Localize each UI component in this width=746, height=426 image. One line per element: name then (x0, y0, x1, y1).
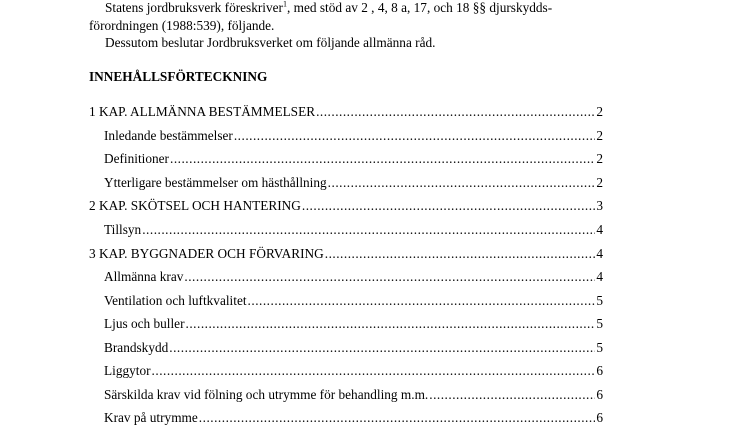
toc-dot-leader (429, 387, 595, 403)
toc-section-entry[interactable] (104, 340, 603, 356)
toc-page-number: 2 (596, 128, 603, 143)
toc-dot-leader (152, 363, 596, 379)
toc-page-number: 6 (596, 363, 603, 378)
toc-dot-leader (302, 198, 595, 214)
toc-page-number: 6 (596, 387, 603, 402)
toc-section-entry[interactable] (104, 175, 603, 191)
toc-chapter-entry[interactable] (89, 198, 603, 214)
toc-page-number: 5 (596, 340, 603, 355)
toc-page-number: 2 (596, 151, 603, 166)
toc-page-number: 3 (596, 198, 603, 213)
toc-page-number: 4 (596, 222, 603, 237)
toc-entry-label: Ventilation och luftkvalitet (104, 293, 247, 308)
toc-page-number: 6 (596, 410, 603, 425)
toc-page-number: 4 (596, 269, 603, 284)
toc-dot-leader (199, 410, 596, 426)
toc-page-number: 5 (596, 293, 603, 308)
toc-entry-label: Ytterligare bestämmelser om hästhållning (104, 175, 327, 190)
intro-line-3: Dessutom beslutar Jordbruksverket om följande allmänna råd. (105, 35, 436, 50)
intro-line-2: förordningen (1988:539), följande. (89, 18, 275, 33)
toc-dot-leader (325, 246, 596, 262)
toc-page-number: 5 (596, 316, 603, 331)
toc-entry-label: Allmänna krav (104, 269, 184, 284)
toc-entry-label: Definitioner (104, 151, 169, 166)
toc-entry-label: 2 KAP. SKÖTSEL OCH HANTERING (89, 198, 301, 213)
toc-dot-leader (169, 340, 595, 356)
toc-section-entry[interactable] (104, 222, 603, 238)
toc-entry-label: Ljus och buller (104, 316, 185, 331)
toc-dot-leader (234, 128, 595, 144)
toc-title: INNEHÅLLSFÖRTECKNING (89, 69, 268, 84)
toc-dot-leader (316, 104, 595, 120)
toc-dot-leader (328, 175, 596, 191)
toc-section-entry[interactable] (104, 410, 603, 426)
toc-entry-label: Brandskydd (104, 340, 169, 355)
toc-chapter-entry[interactable] (89, 246, 603, 262)
intro-line-1 (89, 0, 552, 16)
toc-entry-label: 1 KAP. ALLMÄNNA BESTÄMMELSER (89, 104, 316, 119)
toc-section-entry[interactable] (104, 293, 603, 309)
footnote-marker: 1 (282, 0, 287, 9)
toc-section-entry[interactable] (104, 128, 603, 144)
toc-section-entry[interactable] (104, 316, 603, 332)
toc-page-number: 2 (596, 175, 603, 190)
toc-page-number: 2 (596, 104, 603, 119)
intro-line-1-rest: , med stöd av 2 , 4, 8 a, 17, och 18 §§ djurskydds- (286, 0, 553, 15)
toc-dot-leader (170, 151, 595, 167)
toc-chapter-entry[interactable] (89, 104, 603, 120)
toc-entry-label: Krav på utrymme (104, 410, 198, 425)
toc-entry-label: Liggytor (104, 363, 151, 378)
toc-section-entry[interactable] (104, 363, 603, 379)
toc-section-entry[interactable] (104, 387, 603, 403)
toc-entry-label: 3 KAP. BYGGNADER OCH FÖRVARING (89, 246, 324, 261)
toc-page-number: 4 (596, 246, 603, 261)
toc-section-entry[interactable] (104, 151, 603, 167)
toc-entry-label: Särskilda krav vid fölning och utrymme för behandling m.m. (104, 387, 429, 402)
toc-dot-leader (248, 293, 596, 309)
toc-dot-leader (186, 316, 596, 332)
toc-entry-label: Inledande bestämmelser (104, 128, 233, 143)
toc-dot-leader (142, 222, 595, 238)
toc-section-entry[interactable] (104, 269, 603, 285)
toc-dot-leader (184, 269, 595, 285)
intro-line-1-text: Statens jordbruksverk föreskriver (105, 0, 283, 15)
toc-entry-label: Tillsyn (104, 222, 142, 237)
